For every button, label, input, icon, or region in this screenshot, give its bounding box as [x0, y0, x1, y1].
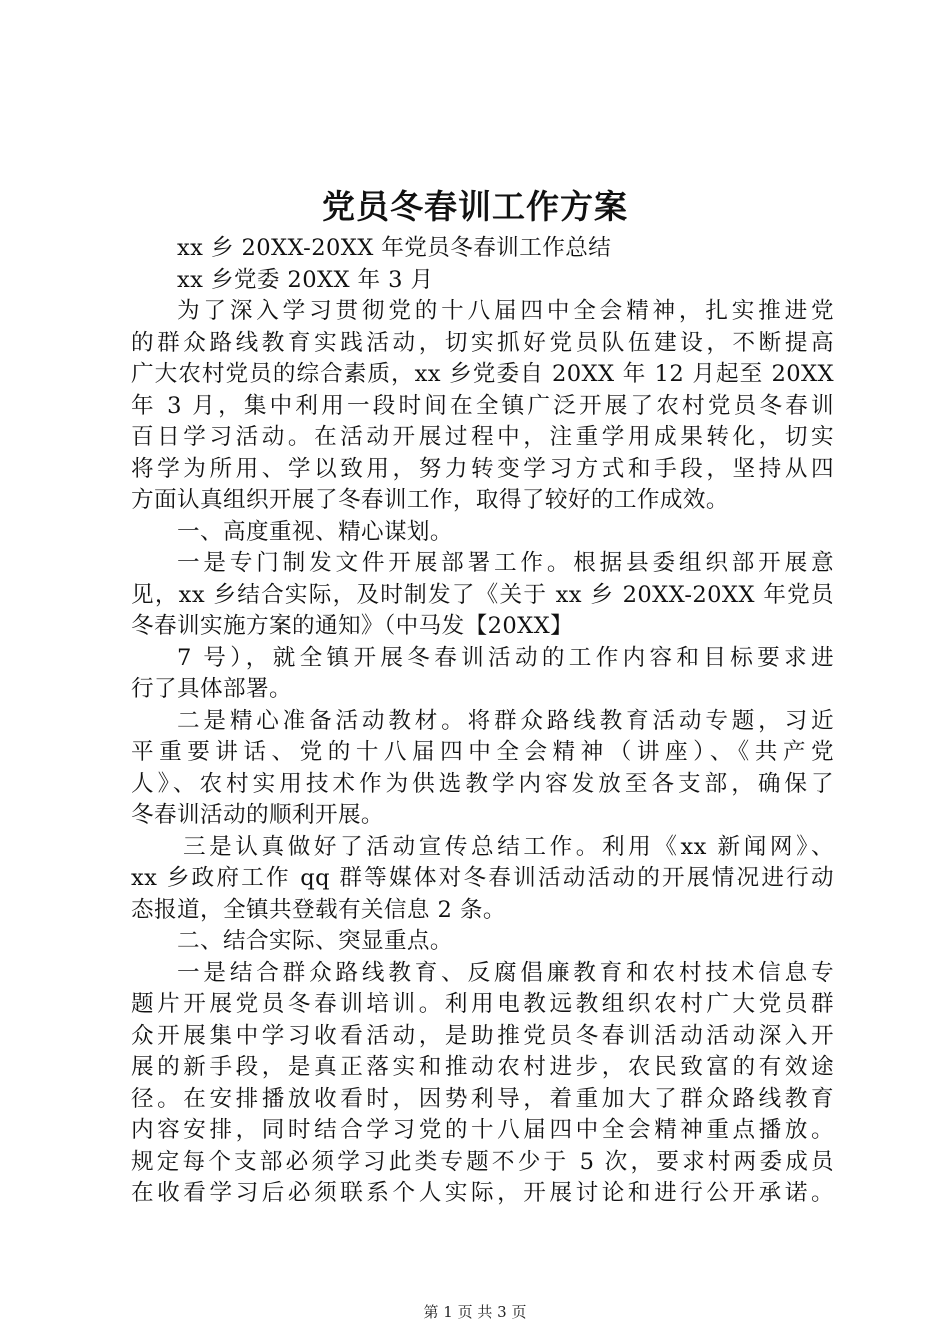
body-line: xx 乡 20XX-20XX 年党员冬春训工作总结 [177, 235, 612, 261]
body-line: 为了深入学习贯彻党的十八届四中全会精神，扎实推进党 [177, 298, 834, 324]
page-footer: 第 1 页 共 3 页 [423, 1303, 527, 1321]
body-line: 二、结合实际、突显重点。 [177, 928, 453, 954]
body-line: 在收看学习后必须联系个人实际，开展讨论和进行公开承诺。 [131, 1180, 834, 1206]
body-line: 平重要讲话、党的十八届四中全会精神（讲座）、《共产党 [131, 739, 834, 765]
body-line: 见，xx 乡结合实际，及时制发了《关于 xx 乡 20XX-20XX 年党员 [131, 581, 834, 608]
body-line: 将学为所用、学以致用，努力转变学习方式和手段，坚持从四 [131, 455, 834, 482]
document-title: 党员冬春训工作方案 [322, 187, 628, 226]
body-line: 的群众路线教育实践活动，切实抓好党员队伍建设，不断提高 [131, 329, 834, 356]
document-body [131, 233, 834, 1210]
body-line: 人》、农村实用技术作为供选教学内容发放至各支部，确保了 [131, 770, 834, 797]
body-line: 二是精心准备活动教材。将群众路线教育活动专题，习近 [177, 707, 834, 734]
body-line: 7 号），就全镇开展冬春训活动的工作内容和目标要求进 [177, 644, 834, 671]
body-line: 年 3 月，集中利用一段时间在全镇广泛开展了农村党员冬春训 [131, 392, 834, 419]
body-line: xx 乡党委 20XX 年 3 月 [177, 266, 434, 293]
body-line: 行了具体部署。 [131, 676, 292, 702]
body-line: 内容安排，同时结合学习党的十八届四中全会精神重点播放。 [131, 1117, 834, 1143]
body-line: 一是专门制发文件开展部署工作。根据县委组织部开展意 [177, 550, 834, 576]
body-line: 一是结合群众路线教育、反腐倡廉教育和农村技术信息专 [177, 959, 834, 986]
body-line: 规定每个支部必须学习此类专题不少于 5 次，要求村两委成员 [131, 1148, 834, 1175]
body-line: 冬春训活动的顺利开展。 [131, 802, 384, 828]
body-line: 态报道，全镇共登载有关信息 2 条。 [131, 896, 506, 923]
body-line: 冬春训实施方案的通知》（中马发【20XX】 [131, 613, 574, 639]
body-line: 百日学习活动。在活动开展过程中，注重学用成果转化，切实 [131, 424, 834, 450]
body-line: 径。在安排播放收看时，因势利导，着重加大了群众路线教育 [131, 1085, 834, 1112]
body-line: 三是认真做好了活动宣传总结工作。利用《xx 新闻网》、 [183, 833, 834, 860]
body-line: 方面认真组织开展了冬春训工作，取得了较好的工作成效。 [131, 487, 729, 513]
body-line: 题片开展党员冬春训培训。利用电教远教组织农村广大党员群 [131, 991, 834, 1017]
body-line: xx 乡政府工作 qq 群等媒体对冬春训活动活动的开展情况进行动 [131, 865, 834, 891]
body-line: 众开展集中学习收看活动，是助推党员冬春训活动活动深入开 [131, 1022, 834, 1049]
body-line: 展的新手段，是真正落实和推动农村进步，农民致富的有效途 [131, 1054, 834, 1080]
body-line: 广大农村党员的综合素质，xx 乡党委自 20XX 年 12 月起至 20XX [131, 361, 834, 387]
body-line: 一、高度重视、精心谋划。 [177, 518, 453, 545]
